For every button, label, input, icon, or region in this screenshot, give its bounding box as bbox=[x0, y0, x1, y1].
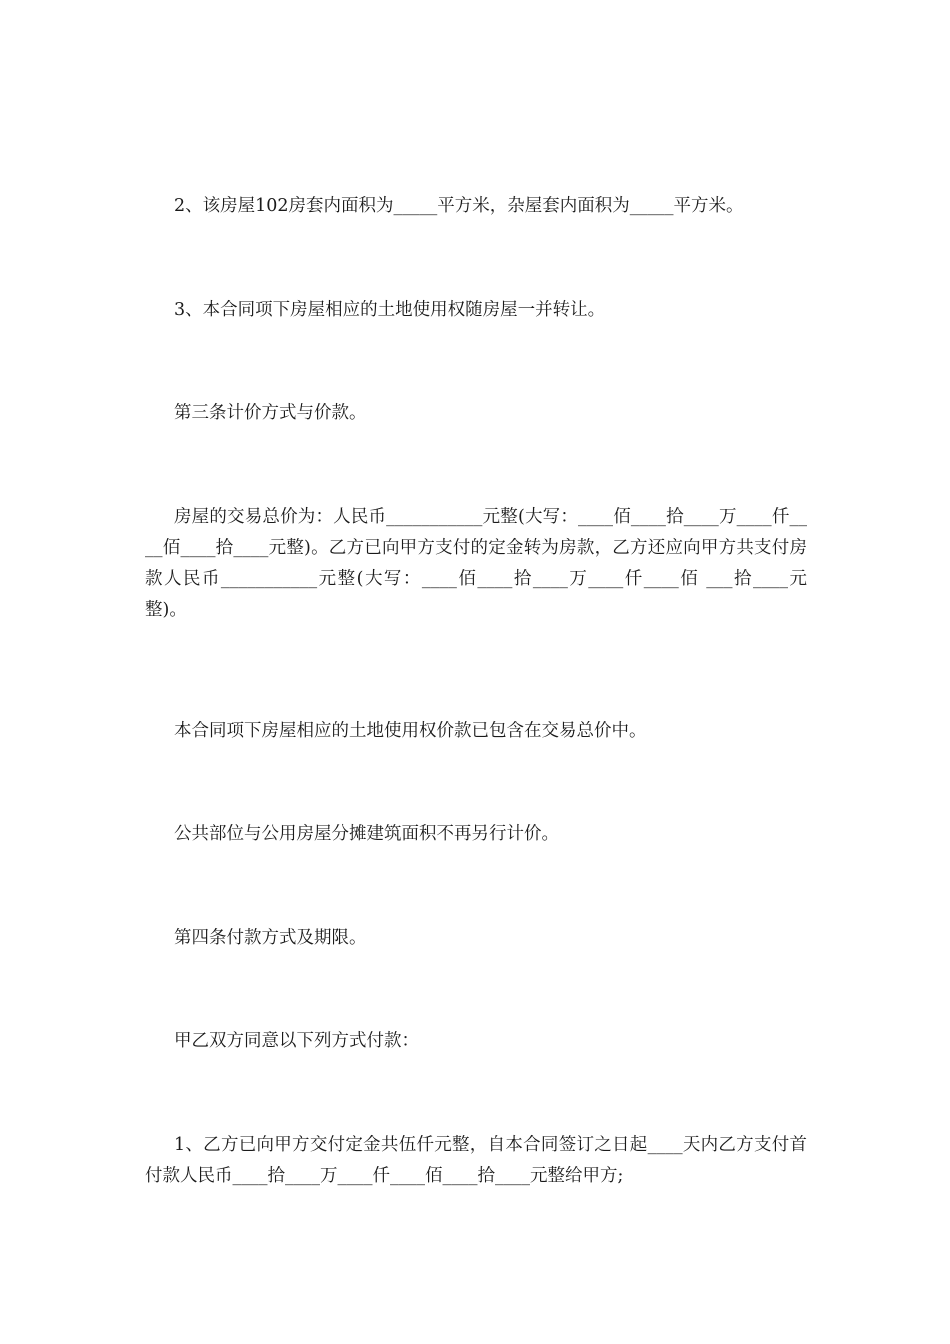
paragraph-total-price: 房屋的交易总价为：人民币___________元整(大写：____佰____拾____万____仟____佰____拾____元整)。乙方已向甲方支付的定金转为房款，乙方还应向甲方共支付房款人民币___________元整(大写：____佰____拾____万____仟____佰 ___拾____元整)。 bbox=[145, 507, 807, 620]
paragraph-land-price-included: 本合同项下房屋相应的土地使用权价款已包含在交易总价中。 bbox=[174, 721, 647, 741]
paragraph-deposit-payment: 1、乙方已向甲方交付定金共伍仟元整，自本合同签订之日起____天内乙方支付首付款人民币____拾____万____仟____佰____拾____元整给甲方; bbox=[145, 1135, 807, 1186]
paragraph-room-area: 2、该房屋102房套内面积为_____平方米，杂屋套内面积为_____平方米。 bbox=[174, 196, 744, 216]
paragraph-public-area: 公共部位与公用房屋分摊建筑面积不再另行计价。 bbox=[174, 824, 559, 844]
paragraph-article-3-heading: 第三条计价方式与价款。 bbox=[174, 403, 367, 423]
paragraph-article-4-heading: 第四条付款方式及期限。 bbox=[174, 928, 367, 948]
paragraph-payment-intro: 甲乙双方同意以下列方式付款： bbox=[174, 1031, 419, 1051]
paragraph-land-use-right: 3、本合同项下房屋相应的土地使用权随房屋一并转让。 bbox=[174, 300, 606, 320]
